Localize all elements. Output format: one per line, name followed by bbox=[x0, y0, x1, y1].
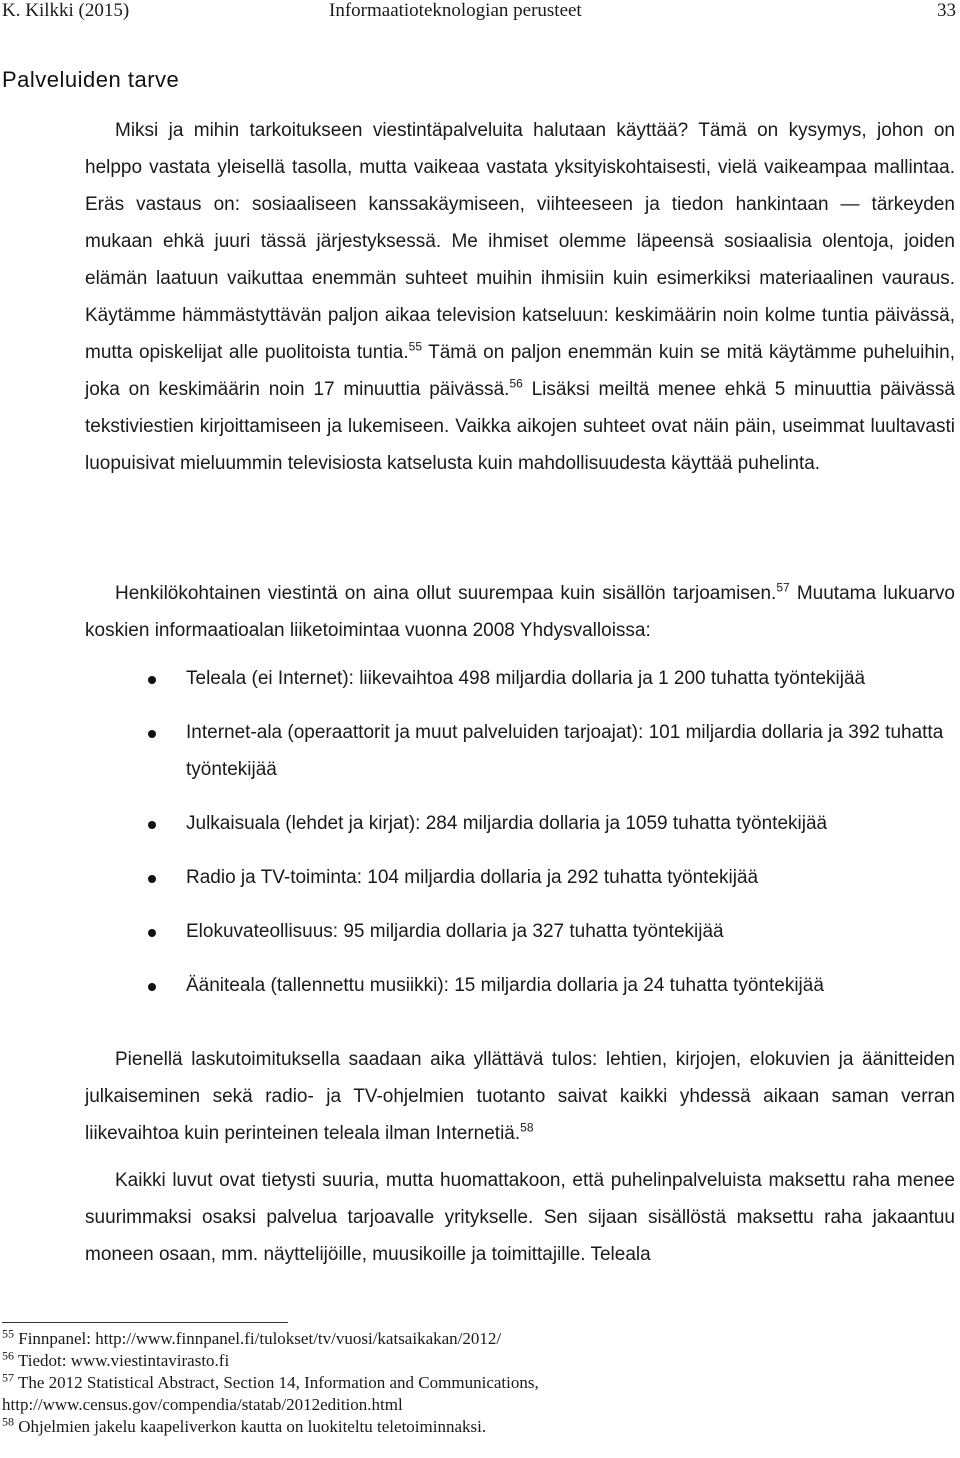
paragraph-1-text-c: Lisäksi meiltä menee ehkä 5 minuuttia päivässä tekstiviestien kirjoittamiseen ja lukemiseen. Vaikka aikojen suhteet ovat näin päin, useimmat luultavasti luopuisivat mieluummin televisiosta katselusta kuin mahdollisuudesta käyttää puhelinta. bbox=[85, 379, 956, 474]
list-item: Radio ja TV-toiminta: 104 miljardia dollaria ja 292 tuhatta työntekijää bbox=[140, 859, 960, 896]
paragraph-2-text-a: Henkilökohtainen viestintä on aina ollut suurempaa kuin sisällön tarjoamisen. bbox=[115, 583, 777, 604]
footnote-divider bbox=[2, 1322, 288, 1323]
footnote-56: $^{56}$ Tiedot: www.viestintavirasto.fi bbox=[2, 1348, 230, 1370]
paragraph-3-text: Pienellä laskutoimituksella saadaan aika yllättävä tulos: lehtien, kirjojen, elokuvien ja äänitteiden julkaiseminen sekä radio- ja TV-ohjelmien tuotanto saivat kaikki yhdessä aikaan saman verran liikevaihtoa kuin perinteinen teleala ilman Internetiä. bbox=[85, 1049, 955, 1144]
footnote-57-text: The 2012 Statistical Abstract, Section 14, Information and Communications, bbox=[14, 1373, 539, 1392]
paragraph-2 bbox=[85, 575, 955, 649]
industry-list bbox=[140, 660, 960, 1004]
list-item: Internet-ala (operaattorit ja muut palveluiden tarjoajat): 101 miljardia dollaria ja 392 tuhatta työntekijää bbox=[140, 714, 960, 788]
header-author: K. Kilkki (2015) bbox=[2, 0, 130, 21]
paragraph-3 bbox=[85, 1041, 955, 1152]
paragraph-1 bbox=[85, 112, 955, 482]
footnote-57: $^{57}$ The 2012 Statistical Abstract, Section 14, Information and Communications, bbox=[2, 1370, 539, 1392]
footnote-55: $^{55}$ Finnpanel: http://www.finnpanel.fi/tulokset/tv/vuosi/katsaikakan/2012/ bbox=[2, 1326, 502, 1348]
header-book-title: Informaatioteknologian perusteet bbox=[329, 0, 582, 21]
paragraph-4-text: Kaikki luvut ovat tietysti suuria, mutta huomattakoon, että puhelinpalveluista maksettu raha menee suurimmaksi osaksi palvelua tarjoavalle yritykselle. Sen sijaan sisällöstä maksettu raha jakaantuu moneen osaan, mm. näyttelijöille, muusikoille ja toimittajille. Teleala bbox=[85, 1170, 955, 1265]
paragraph-1-text-a: Miksi ja mihin tarkoitukseen viestintäpalveluita halutaan käyttää? Tämä on kysymys, johon on helppo vastata yleisellä tasolla, mutta vaikeaa vastata yksityiskohtaisesti, vielä vaikeampaa mallintaa. Eräs vastaus on: sosiaaliseen kanssakäymiseen, viihteeseen ja tiedon hankintaan — tärkeyden mukaan ehkä juuri tässä järjestyksessä. Me ihmiset olemme läpeensä sosiaalisia olentoja, joiden elämän laatuun vaikuttaa enemmän suhteet muihin ihmisiin kuin esimerkiksi materiaalinen vauraus. Käytämme hämmästyttävän paljon aikaa television katseluun: keskimäärin noin kolme tuntia päivässä, mutta opiskelijat alle puolitoista tuntia. bbox=[85, 120, 955, 363]
footnote-58-text: Ohjelmien jakelu kaapeliverkon kautta on luokiteltu teletoiminnaksi. bbox=[14, 1417, 487, 1436]
footnote-58: $^{58}$ Ohjelmien jakelu kaapeliverkon kautta on luokiteltu teletoiminnaksi. bbox=[2, 1414, 487, 1436]
footnote-55-link[interactable]: Finnpanel: http://www.finnpanel.fi/tulokset/tv/vuosi/katsaikakan/2012/ bbox=[14, 1329, 502, 1348]
bullet-icon bbox=[148, 821, 156, 829]
footnote-57-link[interactable]: http://www.census.gov/compendia/statab/2012edition.html bbox=[2, 1395, 403, 1414]
paragraph-1-text-b: Tämä on paljon enemmän kuin se mitä käytämme puheluihin, joka on keskimäärin noin 17 minuuttia päivässä. bbox=[85, 342, 955, 400]
bullet-icon bbox=[148, 676, 156, 684]
page-header bbox=[0, 0, 960, 24]
footnote-ref-57: 57 bbox=[776, 580, 790, 595]
bullet-icon bbox=[148, 983, 156, 991]
footnote-56-text: Tiedot: www.viestintavirasto.fi bbox=[14, 1351, 230, 1370]
bullet-icon bbox=[148, 929, 156, 937]
paragraph-2-text-b: Muutama lukuarvo koskien informaatioalan liiketoimintaa vuonna 2008 Yhdysvalloissa: bbox=[85, 583, 955, 641]
bullet-icon bbox=[148, 875, 156, 883]
bullet-icon bbox=[148, 730, 156, 738]
footnote-ref-55: 55 bbox=[408, 339, 423, 354]
list-item: Ääniteala (tallennettu musiikki): 15 miljardia dollaria ja 24 tuhatta työntekijää bbox=[140, 967, 960, 1004]
footnote-ref-56: 56 bbox=[509, 376, 523, 391]
footnote-ref-58: 58 bbox=[520, 1120, 534, 1135]
list-item: Julkaisuala (lehdet ja kirjat): 284 miljardia dollaria ja 1059 tuhatta työntekijää bbox=[140, 805, 960, 842]
section-title: Palveluiden tarve bbox=[2, 67, 180, 92]
footnote-57-url bbox=[2, 1394, 952, 1416]
footnotes bbox=[2, 1328, 952, 1438]
list-item: Teleala (ei Internet): liikevaihtoa 498 miljardia dollaria ja 1 200 tuhatta työntekijää bbox=[140, 660, 960, 697]
paragraph-4 bbox=[85, 1162, 955, 1273]
page-number: 33 bbox=[937, 0, 956, 21]
list-item: Elokuvateollisuus: 95 miljardia dollaria ja 327 tuhatta työntekijää bbox=[140, 913, 960, 950]
